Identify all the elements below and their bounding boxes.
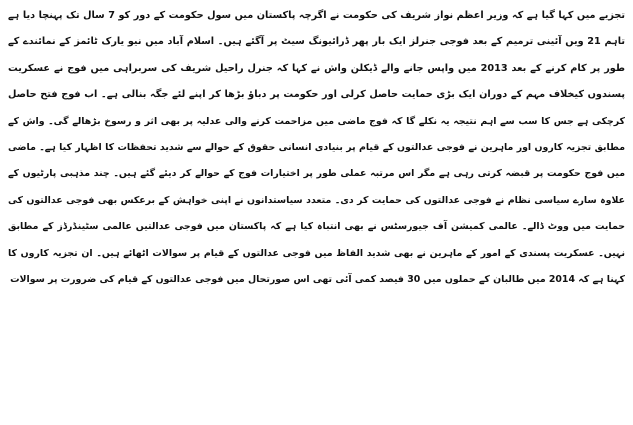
article-line: کہنا ہے کہ 2014 میں طالبان کے حملوں میں 30 فیصد کمی آئی تھی اس صورتحال میں فوجی عدالتوں کے قیام کی ضرورت پر سوالات: [10, 273, 625, 285]
article-line: پسندوں کیخلاف مہم کے دوران ایک بڑی حمایت حاصل کرلی اور حکومت پر دباؤ بڑھا کر اپنے لئے جگہ بنالی ہے۔ اب فوج فتح حاصل: [8, 89, 625, 101]
article-line: مطابق تجزیہ کاروں اور ماہرین نے فوجی عدالتوں کے قیام پر بنیادی انسانی حقوق کے حوالے سے شدید تحفظات کا اظہار کیا ہے۔ ماضی: [8, 141, 625, 153]
article-line: نہیں۔ عسکریت پسندی کے امور کے ماہرین نے بھی شدید الفاظ میں فوجی عدالتوں کے قیام پر سوالات اٹھائے ہیں۔ ان تجزیہ کاروں کا: [8, 247, 625, 259]
article-line: طور پر کام کرنے کے بعد 2013 میں واپس جانے والے ڈیکلن واش نے کہا کہ جنرل راحیل شریف کی سربراہی میں فوج نے عسکریت: [8, 62, 625, 74]
article-line: میں فوج حکومت پر قبضہ کرتی رہی ہے مگر اس مرتبہ عملی طور پر اختیارات فوج کے حوالے کر دیئے گئے ہیں۔ چند مذہبی پارٹیوں کے: [8, 168, 625, 180]
article-line: تجزیے میں کہا گیا ہے کہ وزیر اعظم نواز شریف کی حکومت نے اگرچہ پاکستان میں سول حکومت کے دور کو 7 سال تک پہنچا دیا ہے: [8, 10, 625, 21]
article-line: کرچکی ہے جس کا سب سے اہم نتیجہ یہ نکلے گا کہ فوج ماضی میں مزاحمت کرنے والی عدلیہ پر بھی اثر و رسوخ بڑھالے گی۔ واش کے: [8, 115, 625, 127]
article-line: علاوہ سارے سیاسی نظام نے فوجی عدالتوں کی حمایت کر دی۔ متعدد سیاستدانوں نے اپنی خواہش کے برعکس بھی فوجی عدالتوں کی: [8, 194, 625, 206]
article-line: تاہم 21 ویں آئینی ترمیم کے بعد فوجی جنرلز ایک بار پھر ڈرائیونگ سیٹ پر آگئے ہیں۔ اسلام آباد میں نیو یارک ٹائمز کے نمائندے کے: [8, 36, 625, 48]
article-line: حمایت میں ووٹ ڈالے۔ عالمی کمیشن آف جیورسٹس نے بھی انتباہ کیا ہے کہ پاکستان میں فوجی عدالتیں عالمی سٹینڈرڈز کے مطابق: [8, 221, 625, 233]
